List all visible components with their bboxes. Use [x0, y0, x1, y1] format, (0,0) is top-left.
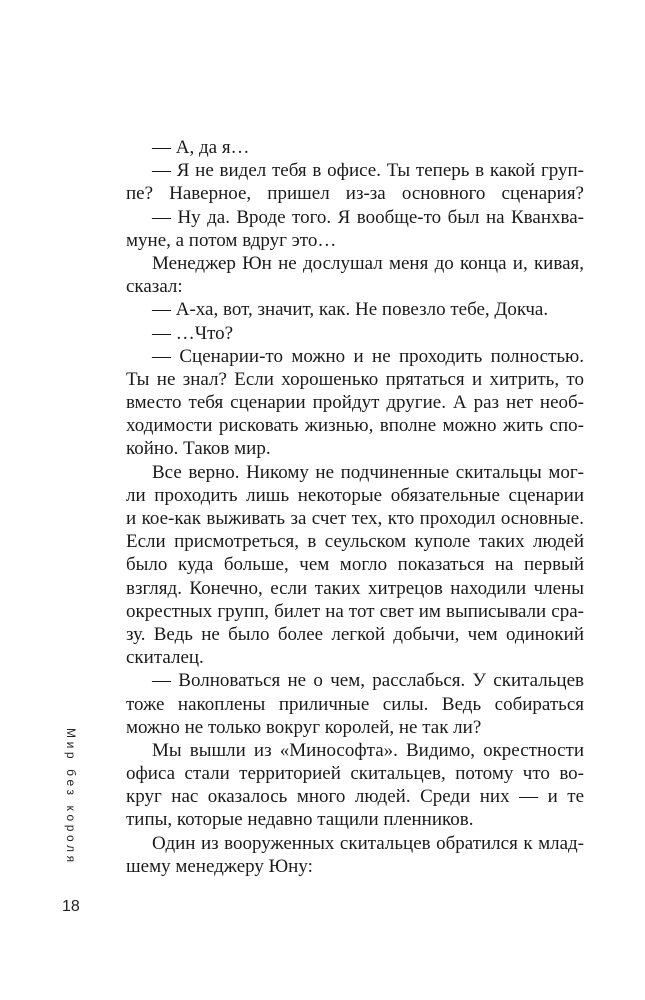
text-line: Все верно. Никому не подчиненные скитальцы мог-: [152, 461, 584, 483]
text-line: Один из вооруженных скитальцев обратился к млад-: [152, 832, 584, 854]
text-line: офиса стали территорией скитальцев, потому что во-: [126, 763, 584, 785]
text-line: — Ну да. Вроде того. Я вообще-то был на Кванхва-: [152, 206, 584, 228]
text-line: вместо тебя сценарии пройдут другие. А раз нет необ-: [126, 392, 584, 414]
text-line: Ты не знал? Если хорошенько прятаться и хитрить, то: [126, 368, 584, 390]
text-line: — Волноваться не о чем, расслабься. У скитальцев: [152, 670, 584, 692]
text-line: типы, которые недавно тащили пленников.: [126, 809, 474, 831]
text-line: ходимости рисковать жизнью, вполне можно жить спо-: [126, 415, 584, 437]
text-line: койно. Таков мир.: [126, 438, 271, 460]
running-head: Мир без короля: [64, 728, 78, 866]
text-line: Менеджер Юн не дослушал меня до конца и, кивая,: [152, 252, 584, 274]
text-line: — А-ха, вот, значит, как. Не повезло тебе, Докча.: [152, 299, 549, 321]
text-line: взгляд. Конечно, если таких хитрецов находили члены: [126, 577, 584, 599]
text-line: сказал:: [126, 276, 183, 298]
text-line: окрестных групп, билет на тот свет им выписывали сра-: [126, 600, 584, 622]
text-line: пе? Наверное, пришел из-за основного сценария?: [126, 183, 584, 205]
text-line: ли проходить лишь некоторые обязательные сценарии: [126, 484, 584, 506]
text-line: Если присмотреться, в сеульском куполе таких людей: [126, 531, 584, 553]
text-line: было куда больше, чем могло показаться на первый: [126, 554, 584, 576]
text-line: можно не только вокруг королей, не так ли?: [126, 716, 482, 738]
text-line: Мы вышли из «Минософта». Видимо, окрестности: [152, 739, 584, 761]
text-line: муне, а потом вдруг это…: [126, 229, 337, 251]
text-line: круг нас оказалось много людей. Среди них — и те: [126, 786, 584, 808]
text-line: — А, да я…: [152, 137, 250, 158]
body-text: [126, 136, 584, 878]
page-number: 18: [62, 898, 80, 915]
text-line: тоже накоплены приличные силы. Ведь собираться: [126, 693, 584, 715]
text-line: шему менеджеру Юну:: [126, 855, 313, 877]
text-line: зу. Ведь не было более легкой добычи, чем одинокий: [126, 623, 584, 645]
text-line: — …Что?: [152, 322, 234, 344]
text-line: и кое-как выживать за счет тех, кто проходил основные.: [126, 508, 584, 529]
text-line: — Сценарии-то можно и не проходить полностью.: [152, 345, 584, 367]
text-line: — Я не видел тебя в офисе. Ты теперь в какой груп-: [152, 160, 584, 182]
text-line: скиталец.: [126, 647, 204, 669]
